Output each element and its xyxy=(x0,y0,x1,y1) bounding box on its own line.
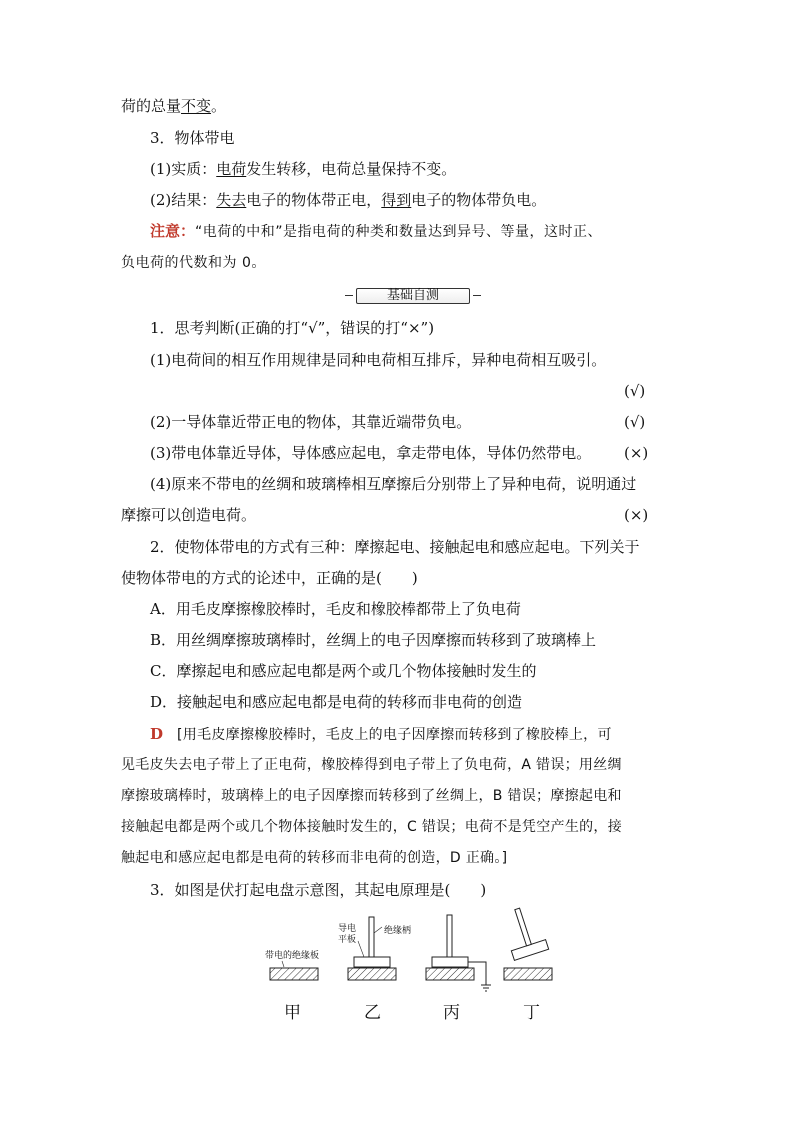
q2-stem-1: 2．使物体带电的方式有三种：摩擦起电、接触起电和感应起电。下列关于 xyxy=(150,538,640,556)
q1-item-4: (4)原来不带电的丝绸和玻璃棒相互摩擦后分别带上了异种电荷，说明通过 xyxy=(150,475,637,493)
q1-mark-4: (×) xyxy=(624,506,649,524)
label-handle: 绝缘柄 xyxy=(384,926,412,936)
q2-option-d: D．接触起电和感应起电都是电荷的转移而非电荷的创造 xyxy=(150,693,523,711)
insulating-plate-c xyxy=(426,968,474,980)
q1-item-1: (1)电荷间的相互作用规律是同种电荷相互排斥，异种电荷相互吸引。 xyxy=(150,351,607,369)
q1-mark-3: (×) xyxy=(624,444,649,462)
insulating-plate-b xyxy=(348,968,396,980)
q2-answer-line-1: D [用毛皮摩擦橡胶棒时，毛皮上的电子因摩擦而转移到了橡胶棒上，可 xyxy=(150,725,612,743)
insulating-handle-c xyxy=(447,915,452,957)
q1-mark-1: (√) xyxy=(624,382,646,400)
q3-stem: 3．如图是伏打起电盘示意图，其起电原理是( ) xyxy=(150,881,487,899)
q1-item-2: (2)一导体靠近带正电的物体，其靠近端带负电。 xyxy=(150,413,472,431)
underlined-term: 不变 xyxy=(181,97,212,115)
q1-item-4-cont: 摩擦可以创造电荷。 xyxy=(121,506,257,524)
q2-option-a: A．用毛皮摩擦橡胶棒时，毛皮和橡胶棒都带上了负电荷 xyxy=(150,600,521,618)
intro-line: 荷的总量不变。 xyxy=(121,97,227,115)
section-banner: 基础自测 xyxy=(356,288,470,304)
panel-label-a: 甲 xyxy=(284,1003,301,1023)
section-title: 3．物体带电 xyxy=(150,129,235,147)
insulating-plate-d xyxy=(504,968,552,980)
conductor-plate-b xyxy=(354,957,390,967)
answer-letter: D xyxy=(150,725,164,743)
insulating-handle-b xyxy=(369,917,374,957)
label-conductor-1: 导电 xyxy=(338,924,357,934)
q2-option-b: B．用丝绸摩擦玻璃棒时，丝绸上的电子因摩擦而转移到了玻璃棒上 xyxy=(150,631,597,649)
q2-answer-line-2: 见毛皮失去电子带上了正电荷，橡胶棒得到电子带上了负电荷，A 错误；用丝绸 xyxy=(121,757,622,773)
panel-label-b: 乙 xyxy=(364,1003,381,1023)
note-line-1: 注意：“电荷的中和”是指电荷的种类和数量达到异号、等量，这时正、 xyxy=(150,222,603,240)
label-plate: 带电的绝缘板 xyxy=(265,951,320,961)
q2-option-c: C．摩擦起电和感应起电都是两个或几个物体接触时发生的 xyxy=(150,662,537,680)
q1-mark-2: (√) xyxy=(624,413,646,431)
q2-answer-line-4: 接触起电都是两个或几个物体接触时发生的，C 错误；电荷不是凭空产生的，接 xyxy=(121,819,623,835)
essence-line: (1)实质：电荷发生转移，电荷总量保持不变。 xyxy=(150,160,457,178)
q1-stem: 1．思考判断(正确的打“√”，错误的打“×”) xyxy=(150,319,435,337)
result-line: (2)结果：失去电子的物体带正电，得到电子的物体带负电。 xyxy=(150,191,547,209)
note-label: 注意： xyxy=(150,222,196,240)
note-line-2: 负电荷的代数和为 0。 xyxy=(121,255,266,271)
conductor-plate-c xyxy=(432,957,468,967)
q2-answer-line-5: 触起电和感应起电都是电荷的转移而非电荷的创造，D 正确。] xyxy=(121,850,508,866)
q2-answer-line-3: 摩擦玻璃棒时，玻璃棒上的电子因摩擦而转移到了丝绸上，B 错误；摩擦起电和 xyxy=(121,788,622,804)
panel-label-d: 丁 xyxy=(523,1003,540,1023)
label-conductor-2: 平板 xyxy=(338,935,357,945)
insulating-plate-a xyxy=(270,968,318,980)
lifted-conductor-d xyxy=(500,905,549,960)
panel-label-c: 丙 xyxy=(443,1003,460,1023)
q1-item-3: (3)带电体靠近导体，导体感应起电，拿走带电体，导体仍然带电。 xyxy=(150,444,592,462)
q2-stem-2: 使物体带电的方式的论述中，正确的是( ) xyxy=(121,569,418,587)
